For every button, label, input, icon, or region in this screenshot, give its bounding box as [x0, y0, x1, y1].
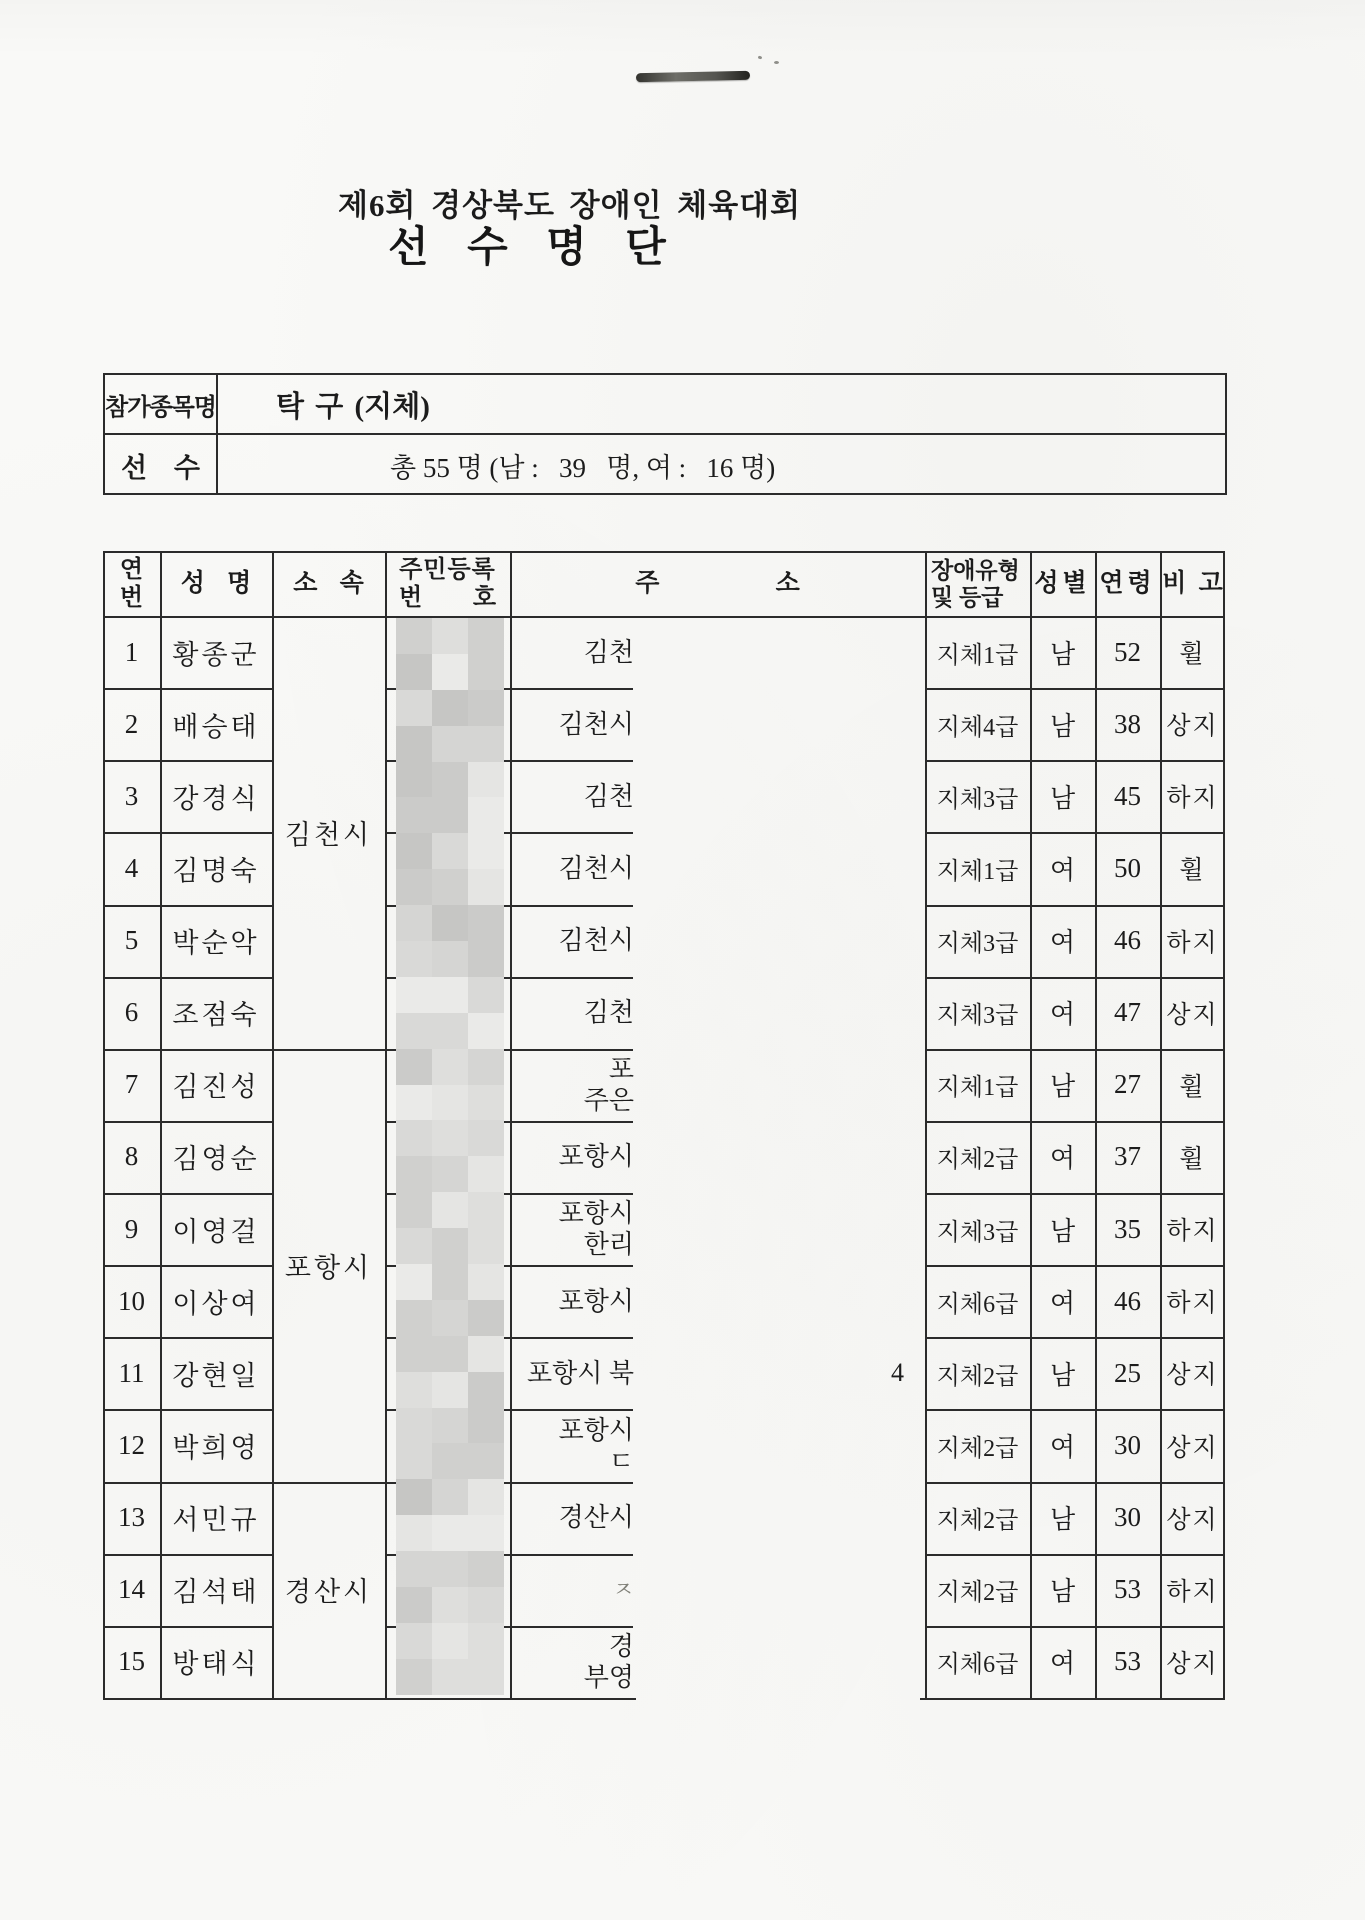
header-rrn: 주민등록 번 호 — [399, 556, 496, 611]
row-number: 4 — [124, 852, 139, 883]
row-disability: 지체6급 — [936, 1291, 1019, 1318]
row-note: 상지 — [1166, 1362, 1219, 1390]
row-address: 김천시 — [558, 853, 634, 883]
header-affiliation: 소 속 — [293, 569, 364, 597]
row-note: 하지 — [1166, 929, 1219, 957]
row-age: 47 — [1114, 997, 1141, 1028]
row-address: 김천 — [583, 781, 634, 811]
row-disability: 지체3급 — [936, 1003, 1019, 1030]
row-gender: 여 — [1049, 1288, 1076, 1318]
header-name: 성 명 — [180, 569, 252, 597]
row-gender: 남 — [1049, 1360, 1076, 1390]
row-number: 13 — [118, 1502, 145, 1533]
row-address-fragment: 4 — [891, 1358, 904, 1388]
info-label-players: 선 수 — [105, 435, 218, 495]
row-name: 김진성 — [172, 1072, 260, 1103]
info-label-event: 참가종목명 — [105, 375, 218, 433]
row-note: 상지 — [1166, 1434, 1219, 1462]
row-number: 11 — [118, 1357, 145, 1388]
row-disability: 지체2급 — [936, 1508, 1019, 1535]
row-age: 46 — [1114, 1285, 1141, 1316]
row-number: 7 — [124, 1069, 139, 1100]
row-age: 25 — [1114, 1357, 1141, 1388]
row-gender: 여 — [1049, 1433, 1076, 1463]
row-name: 방태식 — [172, 1649, 260, 1680]
row-name: 김영순 — [172, 1144, 260, 1175]
row-number: 14 — [118, 1574, 145, 1605]
row-note: 하지 — [1166, 1578, 1219, 1606]
row-note: 휠 — [1179, 857, 1206, 885]
row-note: 하지 — [1166, 785, 1219, 813]
affiliation-cell: 포항시 — [284, 1252, 373, 1283]
row-note: 휠 — [1179, 641, 1206, 669]
row-address: 경 부영 — [583, 1631, 634, 1692]
row-age: 30 — [1114, 1502, 1141, 1533]
document-subtitle: 선 수 명 단 — [388, 225, 669, 271]
row-gender: 여 — [1049, 1000, 1076, 1030]
row-note: 휠 — [1179, 1145, 1206, 1173]
affiliation-cell: 김천시 — [284, 819, 373, 850]
row-age: 50 — [1114, 852, 1141, 883]
row-number: 1 — [124, 636, 139, 667]
row-disability: 지체1급 — [936, 642, 1019, 669]
row-gender: 여 — [1049, 855, 1076, 885]
row-address: 김천시 — [558, 926, 634, 956]
row-gender: 남 — [1049, 783, 1076, 813]
row-number: 9 — [124, 1213, 139, 1244]
row-address: 김천 — [583, 637, 634, 667]
header-address: 주 소 — [635, 569, 800, 597]
row-gender: 여 — [1049, 1144, 1076, 1174]
row-disability: 지체2급 — [936, 1580, 1019, 1607]
row-disability: 지체2급 — [936, 1363, 1019, 1390]
row-gender: 남 — [1049, 639, 1076, 669]
row-gender: 남 — [1049, 1072, 1076, 1102]
row-number: 6 — [124, 997, 139, 1028]
row-disability: 지체2급 — [936, 1147, 1019, 1174]
header-age: 연령 — [1099, 569, 1156, 597]
row-disability: 지체2급 — [936, 1436, 1019, 1463]
row-address: ㅈ — [612, 1577, 634, 1603]
row-disability: 지체3급 — [936, 786, 1019, 813]
row-name: 조점숙 — [172, 1000, 260, 1031]
row-name: 황종군 — [172, 639, 260, 670]
row-number: 15 — [118, 1646, 145, 1677]
roster-table — [103, 551, 1225, 1700]
row-gender: 여 — [1049, 1649, 1076, 1679]
header-no: 연 번 — [119, 556, 144, 611]
row-name: 박순악 — [172, 928, 260, 959]
row-name: 강경식 — [172, 783, 260, 814]
row-disability: 지체4급 — [936, 714, 1019, 741]
row-number: 3 — [124, 780, 139, 811]
row-address: 경산시 — [558, 1503, 634, 1533]
row-note: 상지 — [1166, 1650, 1219, 1678]
row-age: 35 — [1114, 1213, 1141, 1244]
row-age: 52 — [1114, 636, 1141, 667]
row-name: 김명숙 — [172, 855, 260, 886]
row-number: 5 — [124, 925, 139, 956]
row-address: 포항시 — [558, 1142, 634, 1172]
row-number: 12 — [118, 1430, 145, 1461]
row-address: 김천 — [583, 998, 634, 1028]
row-gender: 여 — [1049, 928, 1076, 958]
row-note: 하지 — [1166, 1218, 1219, 1246]
row-disability: 지체1급 — [936, 858, 1019, 885]
scan-specks — [752, 52, 812, 68]
row-name: 이상여 — [172, 1288, 260, 1319]
row-gender: 남 — [1049, 1216, 1076, 1246]
row-disability: 지체6급 — [936, 1652, 1019, 1679]
row-disability: 지체3급 — [936, 1219, 1019, 1246]
row-address: 포항시 북 — [527, 1358, 634, 1388]
row-number: 2 — [124, 708, 139, 739]
row-note: 상지 — [1166, 1506, 1219, 1534]
row-name: 박희영 — [172, 1433, 260, 1464]
info-value-players: 총 55 명 (남 : 39 명, 여 : 16 명) — [390, 452, 776, 483]
row-age: 46 — [1114, 925, 1141, 956]
header-note: 비 고 — [1162, 569, 1223, 597]
row-age: 45 — [1114, 780, 1141, 811]
row-address: 포항시 — [558, 1286, 634, 1316]
row-name: 서민규 — [172, 1505, 260, 1536]
row-number: 8 — [124, 1141, 139, 1172]
scan-artifact-mark — [636, 71, 750, 82]
row-age: 37 — [1114, 1141, 1141, 1172]
header-disability: 장애유형 및 등급 — [931, 557, 1020, 610]
row-name: 배승태 — [172, 711, 260, 742]
row-age: 53 — [1114, 1646, 1141, 1677]
row-disability: 지체1급 — [936, 1075, 1019, 1102]
header-gender: 성별 — [1034, 569, 1091, 597]
row-address: 포항시 한리 — [558, 1199, 634, 1260]
row-age: 53 — [1114, 1574, 1141, 1605]
row-name: 강현일 — [172, 1360, 260, 1391]
document-title: 제6회 경상북도 장애인 체육대회 — [338, 188, 802, 223]
row-address: 포항시 ㄷ — [558, 1415, 634, 1476]
row-age: 38 — [1114, 708, 1141, 739]
info-table — [103, 373, 1227, 495]
row-address: 포 주은 — [583, 1054, 634, 1115]
row-name: 이영걸 — [172, 1216, 260, 1247]
row-note: 상지 — [1166, 713, 1219, 741]
row-note: 휠 — [1179, 1073, 1206, 1101]
info-value-event: 탁 구 (지체) — [276, 390, 430, 423]
row-address: 김천시 — [558, 709, 634, 739]
row-number: 10 — [118, 1285, 145, 1316]
row-name: 김석태 — [172, 1577, 260, 1608]
affiliation-cell: 경산시 — [284, 1577, 373, 1608]
info-row-players — [105, 435, 1225, 495]
row-note: 상지 — [1166, 1001, 1219, 1029]
row-age: 30 — [1114, 1430, 1141, 1461]
row-gender: 남 — [1049, 1577, 1076, 1607]
row-age: 27 — [1114, 1069, 1141, 1100]
row-gender: 남 — [1049, 1505, 1076, 1535]
info-row-event — [105, 375, 1225, 435]
row-disability: 지체3급 — [936, 931, 1019, 958]
row-note: 하지 — [1166, 1290, 1219, 1318]
row-gender: 남 — [1049, 711, 1076, 741]
